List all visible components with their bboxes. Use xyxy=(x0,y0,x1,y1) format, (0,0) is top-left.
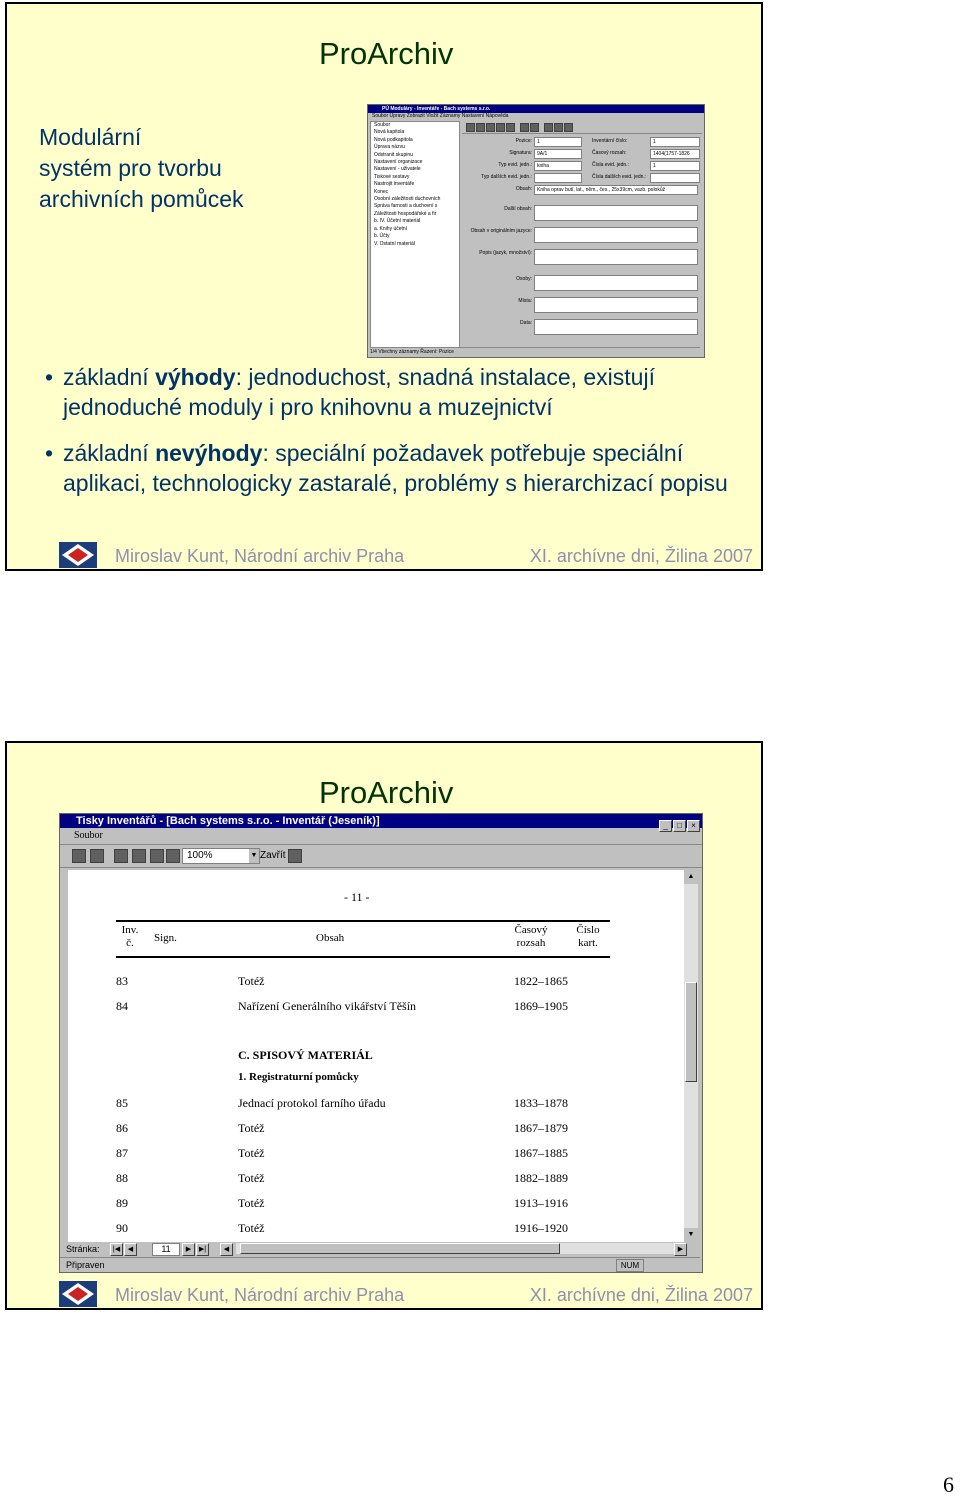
field-row xyxy=(462,249,700,258)
bullet-list xyxy=(45,362,745,514)
cell-obsah: Totéž xyxy=(238,1146,265,1160)
chevron-down-icon[interactable]: ▼ xyxy=(249,849,259,863)
tree-item[interactable]: Tiskové sestavy xyxy=(374,173,410,180)
save-icon[interactable] xyxy=(520,123,529,132)
table-header xyxy=(116,920,610,958)
cell-inv: 84 xyxy=(116,999,128,1013)
binoculars-icon[interactable] xyxy=(476,123,485,132)
report-page xyxy=(68,870,684,1242)
vertical-scrollbar[interactable] xyxy=(684,870,698,1242)
status-num: NUM xyxy=(616,1259,644,1272)
scroll-down-icon[interactable]: ▼ xyxy=(684,1228,698,1242)
col-cas-line: Časový xyxy=(514,924,548,936)
field-row xyxy=(462,149,582,158)
find-icon[interactable] xyxy=(466,123,475,132)
col-inv-line: Inv. xyxy=(121,924,139,936)
table-row xyxy=(116,1096,656,1112)
tree-item[interactable]: Správa farnosti a duchovní s xyxy=(374,203,438,210)
field-row xyxy=(462,137,582,146)
record-form xyxy=(462,135,700,345)
cell-obsah: Jednací protokol farního úřadu xyxy=(238,1096,386,1110)
field-input[interactable]: 9A/1 xyxy=(534,149,582,159)
cell-rozsah: 1916–1920 xyxy=(514,1221,568,1235)
export-icon[interactable] xyxy=(288,849,302,863)
tree-item[interactable]: V. Ostatní materiál xyxy=(374,240,415,247)
menu-soubor[interactable]: Soubor xyxy=(74,830,103,841)
page-number-input[interactable]: 11 xyxy=(152,1243,180,1256)
field-input[interactable]: 1404(1757-1826 xyxy=(650,149,700,159)
field-input[interactable] xyxy=(534,275,698,291)
field-label: Data: xyxy=(520,320,532,326)
col-casovy-rozsah xyxy=(506,924,556,950)
cell-inv: 89 xyxy=(116,1196,128,1210)
prev-record-icon[interactable] xyxy=(496,123,505,132)
navigation-tree xyxy=(370,121,460,349)
tree-item[interactable]: Odstranit skupinu xyxy=(374,151,413,158)
table-row xyxy=(116,1171,656,1187)
field-input[interactable] xyxy=(534,173,582,183)
field-row xyxy=(462,161,582,170)
field-label: Popis (jazyk, množství): xyxy=(479,250,532,256)
tree-item[interactable]: Nastrojit inventáře xyxy=(374,181,415,188)
slide-1 xyxy=(5,2,763,571)
field-input[interactable] xyxy=(534,227,698,243)
field-row xyxy=(462,185,700,194)
cell-rozsah: 1913–1916 xyxy=(514,1196,568,1210)
tree-item[interactable]: Záležitosti hospodářské a fir xyxy=(374,210,437,217)
status-ready: Připraven xyxy=(66,1260,105,1270)
cell-obsah: Totéž xyxy=(238,1196,265,1210)
col-obsah: Obsah xyxy=(316,932,345,944)
prev-page-icon[interactable]: ◀ xyxy=(124,1243,137,1256)
slide-footer xyxy=(7,1279,761,1309)
field-label: Pozice: xyxy=(515,138,532,144)
app-toolbar xyxy=(462,121,702,134)
field-input[interactable] xyxy=(650,173,700,183)
next-page-icon[interactable]: ▶ xyxy=(182,1243,195,1256)
field-input[interactable] xyxy=(534,205,698,221)
tree-item[interactable]: Nová kapitola xyxy=(374,129,405,136)
archive-logo-icon xyxy=(59,1281,97,1307)
cell-rozsah: 1867–1885 xyxy=(514,1146,568,1160)
field-label: Obsah: xyxy=(515,186,532,192)
field-input[interactable]: 1 xyxy=(650,137,700,147)
table-row xyxy=(116,974,656,990)
slide-footer xyxy=(7,540,761,570)
tree-item[interactable]: Nastavení - uživatele xyxy=(374,166,421,173)
two-pages-icon[interactable] xyxy=(150,849,164,863)
col-sign: Sign. xyxy=(154,932,177,944)
field-label: Inventární číslo: xyxy=(592,138,628,144)
cell-rozsah: 1833–1878 xyxy=(514,1096,568,1110)
scroll-left-icon[interactable]: ◀ xyxy=(220,1243,233,1256)
close-icon[interactable]: × xyxy=(687,820,700,832)
archive-logo-icon xyxy=(59,542,97,568)
zoom-value: 100% xyxy=(187,850,213,861)
bullet-disadvantages xyxy=(45,438,745,498)
paste-icon[interactable] xyxy=(564,123,573,132)
scroll-right-icon[interactable]: ▶ xyxy=(674,1243,687,1256)
field-row xyxy=(462,173,582,182)
col-cislo-kart xyxy=(568,924,608,950)
status-bar xyxy=(60,1257,700,1272)
subtitle-line: archivních pomůcek xyxy=(39,186,244,212)
table-row xyxy=(116,1221,656,1237)
hscroll-thumb[interactable] xyxy=(240,1243,560,1254)
scroll-thumb[interactable] xyxy=(685,982,697,1082)
cell-obsah: Totéž xyxy=(238,974,265,988)
table-row xyxy=(116,1121,656,1137)
bullet-advantages xyxy=(45,362,745,422)
copy-icon[interactable] xyxy=(554,123,563,132)
bullet-bold: výhody xyxy=(155,364,236,390)
first-page-icon[interactable]: |◀ xyxy=(110,1243,123,1256)
field-row xyxy=(462,275,700,284)
tree-item[interactable]: Nová podkapitola xyxy=(374,136,413,143)
table-row xyxy=(116,999,656,1015)
menubar xyxy=(60,828,702,845)
zoom-icon[interactable] xyxy=(114,849,128,863)
field-input[interactable]: 1 xyxy=(534,137,582,147)
bullet-prefix: základní xyxy=(63,364,156,390)
print-icon[interactable] xyxy=(72,849,86,863)
field-input[interactable]: kniha xyxy=(534,161,582,171)
footer-author: Miroslav Kunt, Národní archiv Praha xyxy=(115,546,405,566)
cell-inv: 85 xyxy=(116,1096,128,1110)
tree-item[interactable]: Soubor xyxy=(374,122,391,128)
app-titlebar: PÚ Moduláry - Inventáře - Bach systems s.r.o. xyxy=(368,105,704,113)
bullet-prefix: základní xyxy=(63,440,156,466)
cell-rozsah: 1882–1889 xyxy=(514,1171,568,1185)
tree-item[interactable]: Úprava názvu xyxy=(374,144,405,151)
field-label: Časový rozsah: xyxy=(592,150,627,156)
close-preview-button[interactable]: Zavřít xyxy=(260,850,286,861)
cell-obsah: Totéž xyxy=(238,1171,265,1185)
col-inv-line: č. xyxy=(126,937,134,949)
tree-item[interactable]: b. IV. Účetní materiál xyxy=(374,218,421,225)
section-heading: C. SPISOVÝ MATERIÁL xyxy=(238,1048,373,1062)
one-page-icon[interactable] xyxy=(132,849,146,863)
book-icon[interactable] xyxy=(90,849,104,863)
delete-icon[interactable] xyxy=(530,123,539,132)
app-statusbar: 1/4 Všechny záznamy Řazení: Pozice xyxy=(370,347,700,356)
cell-inv: 88 xyxy=(116,1171,128,1185)
tree-item[interactable]: Nastavení organizace xyxy=(374,159,423,166)
footer-event: XI. archívne dni, Žilina 2007 xyxy=(529,1285,753,1305)
bullet-bold: nevýhody xyxy=(155,440,263,466)
field-input[interactable]: 1 xyxy=(650,161,700,171)
field-label: Typ dalších evid. jedn.: xyxy=(481,174,532,180)
field-label: Osoby: xyxy=(516,276,532,282)
first-record-icon[interactable] xyxy=(486,123,495,132)
cell-inv: 87 xyxy=(116,1146,128,1160)
tree-item[interactable]: Konec xyxy=(374,188,389,195)
field-label: Místa: xyxy=(518,298,532,304)
field-row xyxy=(462,205,700,214)
page-nav-label: Stránka: xyxy=(66,1244,100,1254)
cell-obsah: Totéž xyxy=(238,1221,265,1235)
last-page-icon[interactable]: ▶| xyxy=(196,1243,209,1256)
col-cislo-line: Číslo xyxy=(576,924,600,936)
field-row xyxy=(592,137,700,146)
app-menubar: Soubor Úpravy Zobrazit Vložit Záznamy Nastavení Nápověda xyxy=(372,113,509,119)
subsection-heading: 1. Registraturní pomůcky xyxy=(238,1071,359,1083)
app-screenshot xyxy=(367,104,705,358)
next-record-icon[interactable] xyxy=(506,123,515,132)
bullet-text: : speciální požadavek potřebuje speciální aplikaci, technologicky zastaralé, problémy s hierarchizací popisu xyxy=(63,440,728,496)
minimize-icon[interactable]: _ xyxy=(659,820,672,832)
tree-item[interactable]: Osobní záležitosti duchovních xyxy=(374,196,441,203)
document-page-number: 6 xyxy=(943,1472,954,1497)
cell-inv: 90 xyxy=(116,1221,128,1235)
slide-title: ProArchiv xyxy=(319,775,454,810)
cell-rozsah: 1869–1905 xyxy=(514,999,568,1013)
field-label: Obsah v originálním jazyce: xyxy=(470,228,532,234)
multi-page-icon[interactable] xyxy=(166,849,180,863)
cell-obsah: Totéž xyxy=(238,1121,265,1135)
window-titlebar: Tisky Inventářů - [Bach systems s.r.o. - Inventář (Jeseník)] xyxy=(60,814,702,828)
window-controls xyxy=(658,815,700,833)
col-inv xyxy=(116,924,144,950)
cell-rozsah: 1867–1879 xyxy=(514,1121,568,1135)
horizontal-scrollbar[interactable] xyxy=(236,1243,686,1254)
tree-item[interactable]: a. Knihy účetní xyxy=(374,225,408,232)
subtitle-line: Modulární xyxy=(39,124,142,150)
field-row xyxy=(592,149,700,158)
cell-inv: 86 xyxy=(116,1121,128,1135)
cell-obsah: Nařízení Generálního vikářství Těšín xyxy=(238,999,417,1013)
field-label: Další obsah: xyxy=(504,206,532,212)
subtitle-line: systém pro tvorbu xyxy=(39,155,222,181)
preview-toolbar xyxy=(60,845,702,868)
footer-author: Miroslav Kunt, Národní archiv Praha xyxy=(115,1285,405,1305)
col-cislo-line: kart. xyxy=(578,937,598,949)
tree-item[interactable]: b. Účty xyxy=(374,233,390,240)
cut-icon[interactable] xyxy=(544,123,553,132)
maximize-icon[interactable]: □ xyxy=(673,820,686,832)
cell-inv: 83 xyxy=(116,974,128,988)
page-number-label: - 11 - xyxy=(344,890,370,904)
field-label: Čísla evid. jedn.: xyxy=(592,162,629,168)
field-row xyxy=(592,173,700,182)
footer-event: XI. archívne dni, Žilina 2007 xyxy=(529,546,753,566)
field-input[interactable] xyxy=(534,297,698,313)
field-row xyxy=(462,297,700,306)
field-label: Typ evid. jedn.: xyxy=(498,162,532,168)
table-row xyxy=(116,1146,656,1162)
field-input[interactable] xyxy=(534,249,698,265)
field-input[interactable]: Kniha oprav butí, lat., něm., čes., 25x39cm, vazb. polokůž xyxy=(534,185,698,195)
cell-rozsah: 1822–1865 xyxy=(514,974,568,988)
col-cas-line: rozsah xyxy=(516,937,546,949)
field-row xyxy=(462,319,700,328)
table-row xyxy=(116,1196,656,1212)
field-row xyxy=(592,161,700,170)
field-label: Signatura: xyxy=(509,150,532,156)
page-navigation-bar xyxy=(60,1242,700,1256)
slide-subtitle xyxy=(39,122,244,215)
zoom-select[interactable] xyxy=(182,848,260,864)
print-preview-window xyxy=(59,813,703,1273)
field-label: Čísla dalších evid. jedn.: xyxy=(592,174,647,180)
field-row xyxy=(462,227,700,236)
slide-title: ProArchiv xyxy=(319,36,454,71)
slide-2 xyxy=(5,741,763,1310)
scroll-up-icon[interactable]: ▲ xyxy=(684,870,698,884)
bullet-text: : jednoduchost, snadná instalace, existují jednoduché moduly i pro knihovnu a muzejnictví xyxy=(63,364,655,420)
field-input[interactable] xyxy=(534,319,698,335)
